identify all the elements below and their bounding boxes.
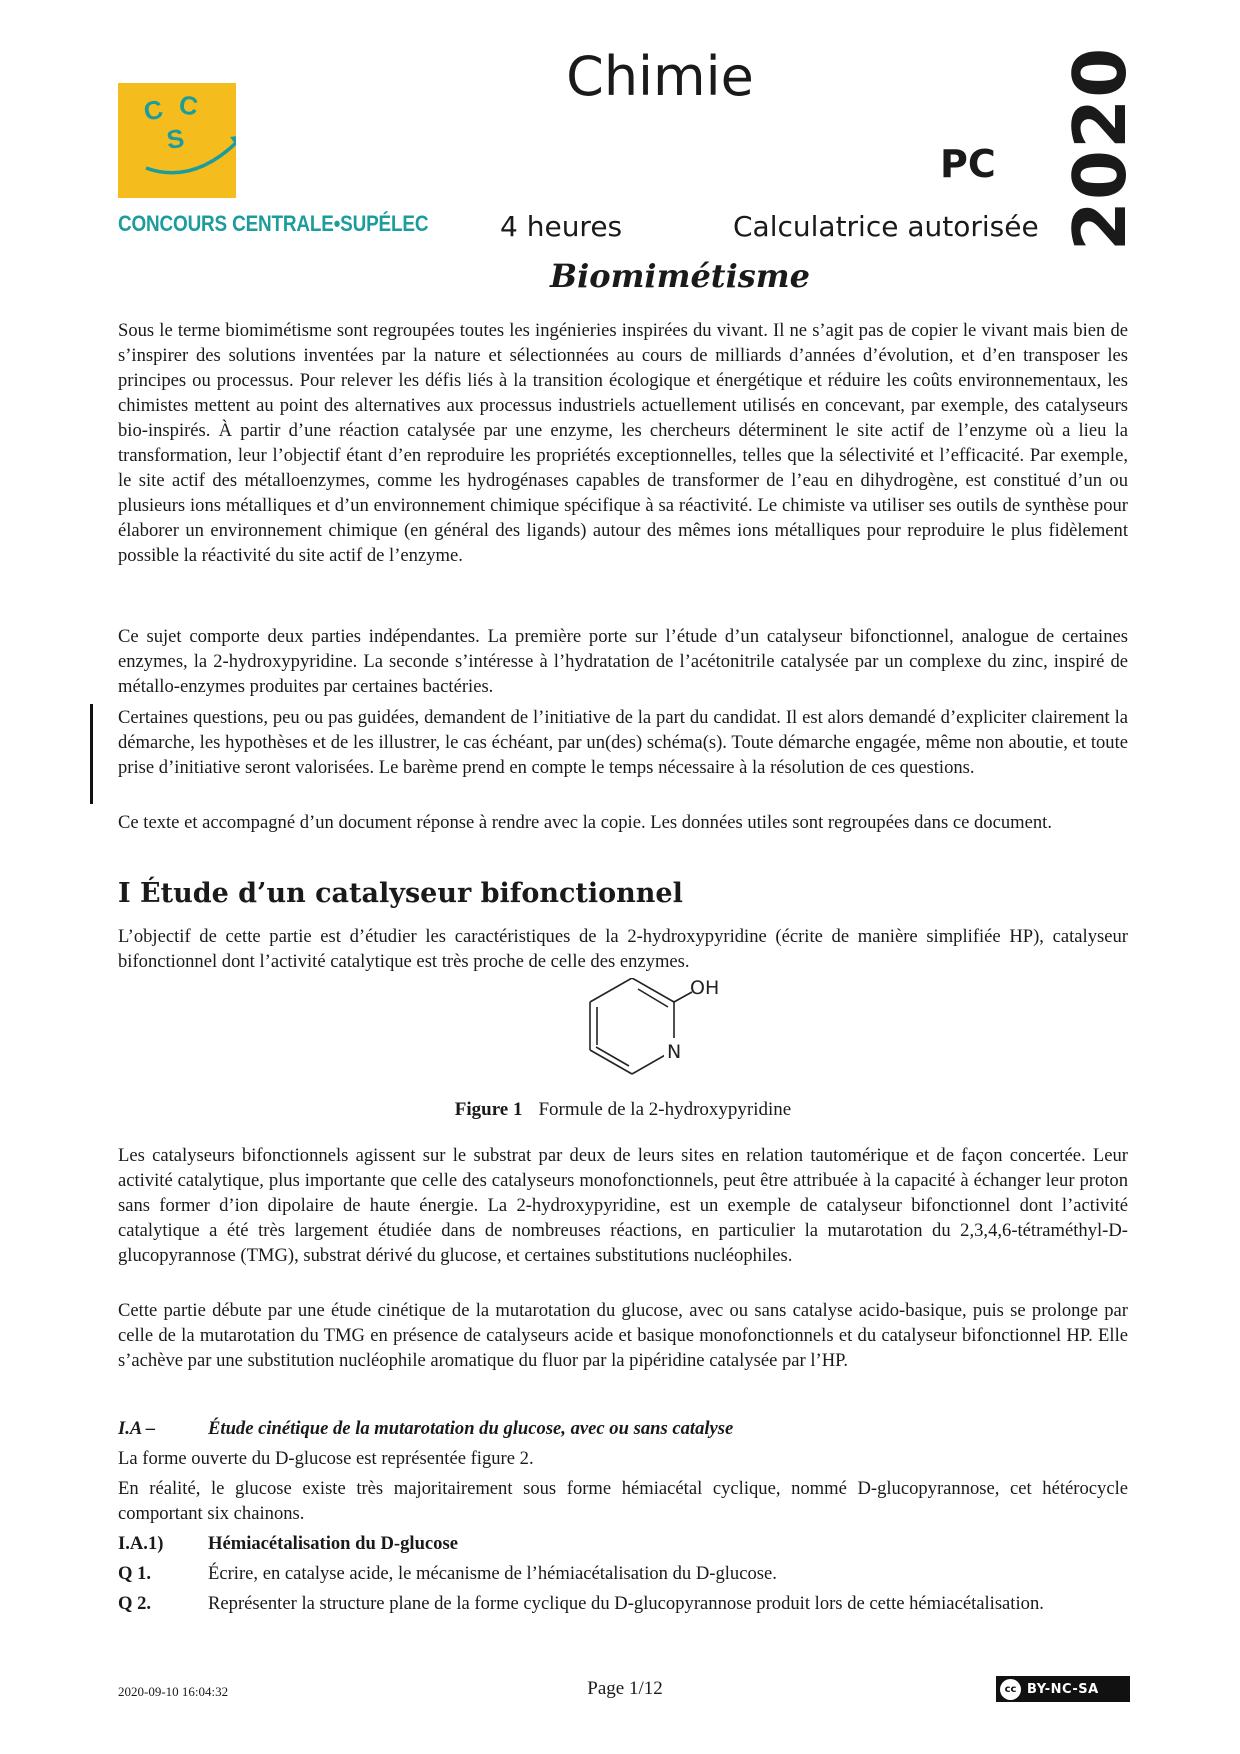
change-bar — [90, 704, 93, 804]
question-q1-label: Q 1. — [118, 1563, 152, 1584]
year-vertical — [1058, 46, 1142, 252]
logo-icon — [118, 83, 236, 198]
calculator-label: Calculatrice autorisée — [733, 210, 1039, 243]
logo-letter-c1: C — [141, 93, 166, 127]
section-paragraph-2: Les catalyseurs bifonctionnels agissent sur le substrat par deux de leurs sites en relation tautomérique et de façon concertée. Leur activité catalytique, plus importante que celle des catalyseurs monofonctionnels, peut être attribuée à la capacité à échanger leur proton sans former d’ion dipolaire de haute énergie. La 2-hydroxypyridine, est un exemple de catalyseur bifonctionnel dont l’activité catalytique a été très largement étudiée dans de nombreuses réactions, en particulier la mutarotation du 2,3,4,6-tétraméthyl-D-glucopyrannose (TMG), substrat dérivé du glucose, et certaines substitutions nucléophiles. — [118, 1145, 1128, 1266]
license-label: BY-NC-SA — [1027, 1681, 1099, 1697]
intro-paragraph-4: Ce texte et accompagné d’un document réponse à rendre avec la copie. Les données utiles sont regroupées dans ce document. — [118, 812, 1052, 833]
subsection-ia1-title: Hémiacétalisation du D-glucose — [208, 1533, 458, 1554]
logo-square — [118, 83, 236, 198]
intro-paragraph-1: Sous le terme biomimétisme sont regroupées toutes les ingénieries inspirées du vivant. Il ne s’agit pas de copier le vivant mais bien de s’inspirer des solutions inventées par la nature et sélectionnées au cours de milliards d’années d’évolution, et d’en transposer les principes ou processus. Pour relever les défis liés à la transition écologique et énergétique et réduire les coûts environnementaux, les chimistes mettent au point des alternatives aux processus industriels actuellement utilisés en concevant, par exemple, des catalyseurs bio-inspirés. À partir d’une réaction catalysée par une enzyme, les chercheurs déterminent le site actif de l’enzyme où a lieu la transformation, leur l’objectif étant d’en reproduire les propriétés exceptionnelles, telles que la sélectivité et l’efficacité. Par exemple, le site actif des métalloenzymes, comme les hydrogénases capables de transformer de l’eau en dihydrogène, est constitué d’un ou plusieurs ions métalliques et d’un environnement chimique spécifique à sa réactivité. Le chimiste va utiliser ses outils de synthèse pour élaborer un environnement chimique (en général des ligands) autour des mêmes ions métalliques pour reproduire le plus fidèlement possible la réactivité du site actif de l’enzyme. — [118, 320, 1128, 566]
logo-letter-c2: C — [177, 89, 200, 122]
question-q2-text: Représenter la structure plane de la forme cyclique du D-glucopyrannose produit lors de cette hémiacétalisation. — [208, 1593, 1044, 1614]
logo-text: CONCOURS CENTRALE•SUPÉLEC — [118, 211, 429, 236]
oh-label: OH — [690, 978, 720, 999]
section-intro: L’objectif de cette partie est d’étudier les caractéristiques de la 2-hydroxypyridine (écrite de manière simplifiée HP), catalyseur bifonctionnel dont l’activité catalytique est très proche de celle des enzymes. — [118, 926, 1128, 972]
duration-label: 4 heures — [500, 210, 623, 243]
question-q1-text: Écrire, en catalyse acide, le mécanisme de l’hémiacétalisation du D-glucose. — [208, 1563, 777, 1584]
intro-paragraph-3: Certaines questions, peu ou pas guidées, demandent de l’initiative de la part du candidat. Il est alors demandé d’expliciter clairement la démarche, les hypothèses et de les illustrer, le cas échéant, par un(des) schéma(s). Toute démarche engagée, même non aboutie, et toute prise d’initiative seront valorisées. Le barème prend en compte le temps nécessaire à la résolution de ces questions. — [118, 707, 1128, 778]
footer-page-number: Page 1/12 — [587, 1678, 663, 1699]
n-label: N — [667, 1041, 682, 1063]
figure-caption-text: Formule de la 2-hydroxypyridine — [538, 1099, 792, 1120]
year-label: 2020 — [1058, 46, 1142, 252]
cc-icon: cc — [1000, 1679, 1021, 1700]
license-badge — [996, 1676, 1130, 1702]
intro-paragraph-2: Ce sujet comporte deux parties indépendantes. La première porte sur l’étude d’un catalyseur bifonctionnel, analogue de certaines enzymes, la 2-hydroxypyridine. La seconde s’intéresse à l’hydratation de l’acétonitrile catalysée par un complexe du zinc, inspiré de métallo-enzymes produites par certaines bactéries. — [118, 626, 1128, 697]
section-paragraph-3: Cette partie débute par une étude cinétique de la mutarotation du glucose, avec ou sans catalyse acido-basique, puis se prolonge par celle de la mutarotation du TMG en présence de catalyseurs acide et basique monofonctionnels et du catalyseur bifonctionnel HP. Elle s’achève par une substitution nucléophile aromatique du fluor par la pipéridine catalysée par l’HP. — [118, 1300, 1128, 1371]
logo-swoosh — [146, 141, 236, 173]
section-title: I Étude d’un catalyseur bifonctionnel — [118, 878, 683, 909]
track-label: PC — [940, 142, 996, 186]
hydroxypyridine-structure — [540, 978, 720, 1098]
ia-paragraph-1: La forme ouverte du D-glucose est représentée figure 2. — [118, 1448, 534, 1469]
main-title: Biomimétisme — [550, 257, 810, 295]
question-q2-label: Q 2. — [118, 1593, 152, 1614]
subject-title: Chimie — [566, 45, 754, 108]
figure-caption — [118, 1099, 1128, 1121]
footer-timestamp: 2020-09-10 16:04:32 — [118, 1684, 229, 1699]
bond-c2-c3 — [590, 978, 632, 1002]
bond-c6-c1 — [590, 1050, 632, 1074]
figure-caption-label: Figure 1 — [454, 1099, 523, 1120]
double-bond-right — [638, 989, 668, 1007]
logo-letter-s: S — [164, 122, 187, 155]
subsection-ia-title: Étude cinétique de la mutarotation du glucose, avec ou sans catalyse — [208, 1418, 734, 1439]
subsection-ia-label: I.A – — [118, 1418, 156, 1439]
subsection-ia1-label: I.A.1) — [118, 1533, 164, 1554]
ia-paragraph-2: En réalité, le glucose existe très majoritairement sous forme hémiacétal cyclique, nommé D-glucopyrannose, cet hétérocycle comportant six chainons. — [118, 1478, 1128, 1524]
